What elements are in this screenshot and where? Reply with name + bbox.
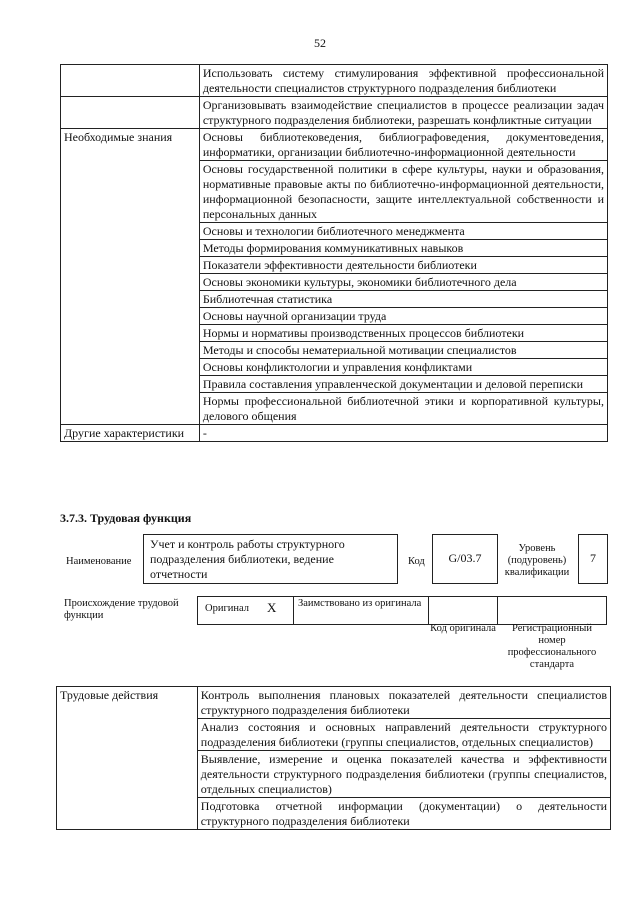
knowledge-item: Основы конфликтологии и управления конфликтами [199,359,607,376]
actions-label: Трудовые действия [57,687,198,830]
section-title: 3.7.3. Трудовая функция [60,511,192,525]
knowledge-item: Показатели эффективности деятельности библиотеки [199,257,607,274]
empty-cell [61,65,200,97]
other-characteristics-value: - [199,425,607,442]
knowledge-label: Необходимые знания [61,129,200,425]
action-item: Контроль выполнения плановых показателей деятельности специалистов структурного подразделения библиотеки [197,687,610,719]
function-code: G/03.7 [432,534,498,584]
action-item: Подготовка отчетной информации (документации) о деятельности структурного подразделения библиотеки [197,798,610,830]
origin-label: Происхождение трудовой функции [64,598,179,621]
function-name: Учет и контроль работы структурного подразделения библиотеки, ведение отчетности [143,534,398,584]
knowledge-item: Основы экономики культуры, экономики библиотечного дела [199,274,607,291]
borrowed-label: Заимствовано из оригинала [298,598,422,609]
knowledge-table [60,64,608,442]
name-label: Наименование [66,556,132,567]
divider [293,596,294,625]
knowledge-item: Нормы и нормативы производственных процессов библиотеки [199,325,607,342]
knowledge-item: Нормы профессиональной библиотечной этики и корпоративной культуры, делового общения [199,393,607,425]
knowledge-item: Библиотечная статистика [199,291,607,308]
knowledge-item: Методы формирования коммуникативных навыков [199,240,607,257]
level-value: 7 [578,534,608,584]
labor-actions-table [56,686,611,830]
knowledge-item: Основы научной организации труда [199,308,607,325]
knowledge-item: Методы и способы нематериальной мотивации специалистов [199,342,607,359]
original-label: Оригинал [205,603,249,614]
knowledge-item: Основы государственной политики в сфере культуры, науки и образования, нормативные правовые акты по библиотечно-информационной деятельности, информационной безопасности, защите интеллектуальной собственности и персональных данных [199,161,607,223]
code-original-label: Код оригинала [430,623,496,634]
skill-row: Использовать систему стимулирования эффективной профессиональной деятельности специалистов структурного подразделения библиотеки [199,65,607,97]
action-item: Анализ состояния и основных направлений деятельности структурного подразделения библиотеки (группы специалистов, отдельных специалистов) [197,719,610,751]
other-characteristics-label: Другие характеристики [61,425,200,442]
knowledge-item: Основы и технологии библиотечного менеджмента [199,223,607,240]
divider [497,596,498,625]
level-label: Уровень (подуровень) квалификации [504,543,570,578]
reg-number-label: Регистрационный номер профессионального стандарта [507,623,597,670]
divider [428,596,429,625]
code-label: Код [408,556,425,567]
page-number: 52 [314,36,326,50]
knowledge-item: Правила составления управленческой документации и деловой переписки [199,376,607,393]
knowledge-item: Основы библиотековедения, библиографоведения, документоведения, информатики, организации библиотечно-информационной деятельности [199,129,607,161]
original-mark: X [267,600,277,615]
action-item: Выявление, измерение и оценка показателей качества и эффективности деятельности структурного подразделения библиотеки (группы специалистов, отдельных специалистов) [197,751,610,798]
skill-row: Организовывать взаимодействие специалистов в процессе реализации задач структурного подразделения библиотеки, разрешать конфликтные ситуации [199,97,607,129]
empty-cell [61,97,200,129]
